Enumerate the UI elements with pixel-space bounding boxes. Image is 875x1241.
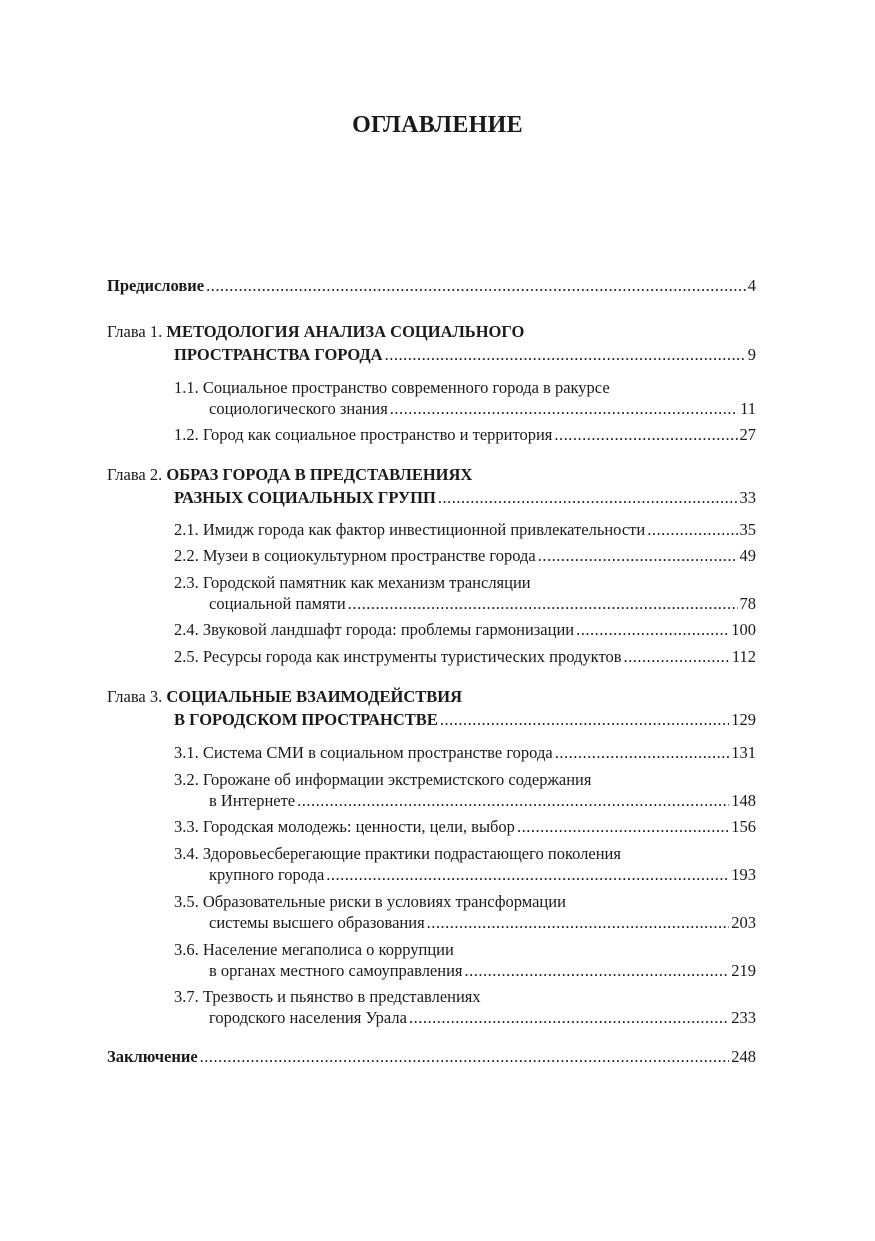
page-title: ОГЛАВЛЕНИЕ [352, 112, 523, 138]
toc-section-2-3[interactable] [174, 573, 531, 593]
toc-chapter-2-heading-cont[interactable] [174, 488, 756, 508]
toc-section-3-3[interactable] [174, 817, 756, 837]
leader-dots [647, 520, 737, 540]
toc-entry-preface[interactable] [107, 276, 756, 296]
leader-dots [200, 1047, 730, 1067]
leader-dots [438, 488, 738, 508]
toc-section-1-1[interactable] [174, 378, 610, 398]
page-number: 33 [739, 488, 756, 507]
page-number: 78 [739, 594, 756, 613]
page-number: 219 [731, 961, 756, 980]
page-number: 9 [747, 345, 756, 364]
section-title-line1: 2.3. Городской памятник как механизм трансляции [174, 573, 531, 592]
toc-section-3-2[interactable] [174, 770, 591, 790]
section-title: 2.5. Ресурсы города как инструменты туристических продуктов [174, 647, 622, 666]
page-number: 27 [739, 425, 756, 444]
section-title-line2: в Интернете [209, 791, 296, 810]
section-title: 3.1. Система СМИ в социальном пространстве города [174, 743, 553, 762]
toc-section-2-5[interactable] [174, 647, 756, 667]
toc-section-3-5[interactable] [174, 892, 566, 912]
section-title-line1: 3.4. Здоровьесберегающие практики подрастающего поколения [174, 844, 621, 863]
leader-dots [390, 399, 738, 419]
toc-section-3-7[interactable] [174, 987, 481, 1007]
toc-section-3-2-cont[interactable] [209, 791, 756, 811]
chapter-title-line1: ОБРАЗ ГОРОДА В ПРЕДСТАВЛЕНИЯХ [166, 465, 473, 484]
page-number: 112 [731, 647, 756, 666]
page-number: 131 [731, 743, 756, 762]
section-title: 2.1. Имидж города как фактор инвестиционной привлекательности [174, 520, 646, 539]
leader-dots [554, 425, 737, 445]
page-number: 4 [747, 276, 756, 295]
page-number: 35 [739, 520, 756, 539]
toc-section-3-6-cont[interactable] [209, 961, 756, 981]
section-title-line2: социологического знания [209, 399, 388, 418]
toc-chapter-3-heading[interactable] [107, 687, 462, 707]
leader-dots [576, 620, 729, 640]
page-number: 100 [731, 620, 756, 639]
section-title: 2.4. Звуковой ландшафт города: проблемы гармонизации [174, 620, 575, 639]
chapter-prefix: Глава 1. [107, 322, 163, 341]
page-number: 203 [731, 913, 756, 932]
toc-chapter-1-heading[interactable] [107, 322, 524, 342]
page-number: 156 [731, 817, 756, 836]
toc-section-3-6[interactable] [174, 940, 454, 960]
leader-dots [440, 710, 729, 730]
section-title-line2: социальной памяти [209, 594, 346, 613]
page-number: 11 [740, 399, 756, 418]
toc-section-2-2[interactable] [174, 546, 756, 566]
toc-section-2-1[interactable] [174, 520, 756, 540]
chapter-prefix: Глава 2. [107, 465, 163, 484]
leader-dots [427, 913, 730, 933]
section-title-line2: городского населения Урала [209, 1008, 407, 1027]
toc-section-3-5-cont[interactable] [209, 913, 756, 933]
leader-dots [624, 647, 730, 667]
section-title-line1: 1.1. Социальное пространство современного города в ракурсе [174, 378, 610, 397]
toc-section-2-3-cont[interactable] [209, 594, 756, 614]
leader-dots [297, 791, 729, 811]
leader-dots [409, 1008, 729, 1028]
toc-section-3-4-cont[interactable] [209, 865, 756, 885]
toc-section-2-4[interactable] [174, 620, 756, 640]
section-title-line1: 3.7. Трезвость и пьянство в представлениях [174, 987, 481, 1006]
toc-chapter-2-heading[interactable] [107, 465, 472, 485]
section-title-line1: 3.5. Образовательные риски в условиях трансформации [174, 892, 566, 911]
chapter-title-line1: МЕТОДОЛОГИЯ АНАЛИЗА СОЦИАЛЬНОГО [166, 322, 525, 341]
toc-section-3-1[interactable] [174, 743, 756, 763]
toc-chapter-1-heading-cont[interactable] [174, 345, 756, 365]
page-number: 193 [731, 865, 756, 884]
toc-section-1-1-cont[interactable] [209, 399, 756, 419]
toc-entry-conclusion[interactable] [107, 1047, 756, 1067]
leader-dots [206, 276, 746, 296]
section-title: 1.2. Город как социальное пространство и территория [174, 425, 553, 444]
chapter-title-line2: РАЗНЫХ СОЦИАЛЬНЫХ ГРУПП [174, 488, 436, 507]
page-number: 129 [731, 710, 756, 729]
toc-chapter-3-heading-cont[interactable] [174, 710, 756, 730]
leader-dots [555, 743, 730, 763]
toc-section-3-7-cont[interactable] [209, 1008, 756, 1028]
section-title: 3.3. Городская молодежь: ценности, цели, выбор [174, 817, 515, 836]
chapter-prefix: Глава 3. [107, 687, 163, 706]
section-title-line2: в органах местного самоуправления [209, 961, 463, 980]
page-number: 49 [739, 546, 756, 565]
page-number: 233 [731, 1008, 756, 1027]
toc-entry-label: Заключение [107, 1047, 198, 1066]
page-number: 148 [731, 791, 756, 810]
toc-entry-label: Предисловие [107, 276, 205, 295]
leader-dots [465, 961, 730, 981]
section-title: 2.2. Музеи в социокультурном пространстве города [174, 546, 536, 565]
section-title-line1: 3.6. Население мегаполиса о коррупции [174, 940, 454, 959]
page-number: 248 [731, 1047, 756, 1066]
chapter-title-line1: СОЦИАЛЬНЫЕ ВЗАИМОДЕЙСТВИЯ [166, 687, 463, 706]
leader-dots [326, 865, 729, 885]
chapter-title-line2: ПРОСТРАНСТВА ГОРОДА [174, 345, 383, 364]
chapter-title-line2: В ГОРОДСКОМ ПРОСТРАНСТВЕ [174, 710, 438, 729]
leader-dots [538, 546, 738, 566]
leader-dots [517, 817, 729, 837]
leader-dots [348, 594, 738, 614]
toc-section-3-4[interactable] [174, 844, 621, 864]
section-title-line2: крупного города [209, 865, 325, 884]
toc-section-1-2[interactable] [174, 425, 756, 445]
leader-dots [385, 345, 746, 365]
section-title-line2: системы высшего образования [209, 913, 425, 932]
section-title-line1: 3.2. Горожане об информации экстремистского содержания [174, 770, 592, 789]
